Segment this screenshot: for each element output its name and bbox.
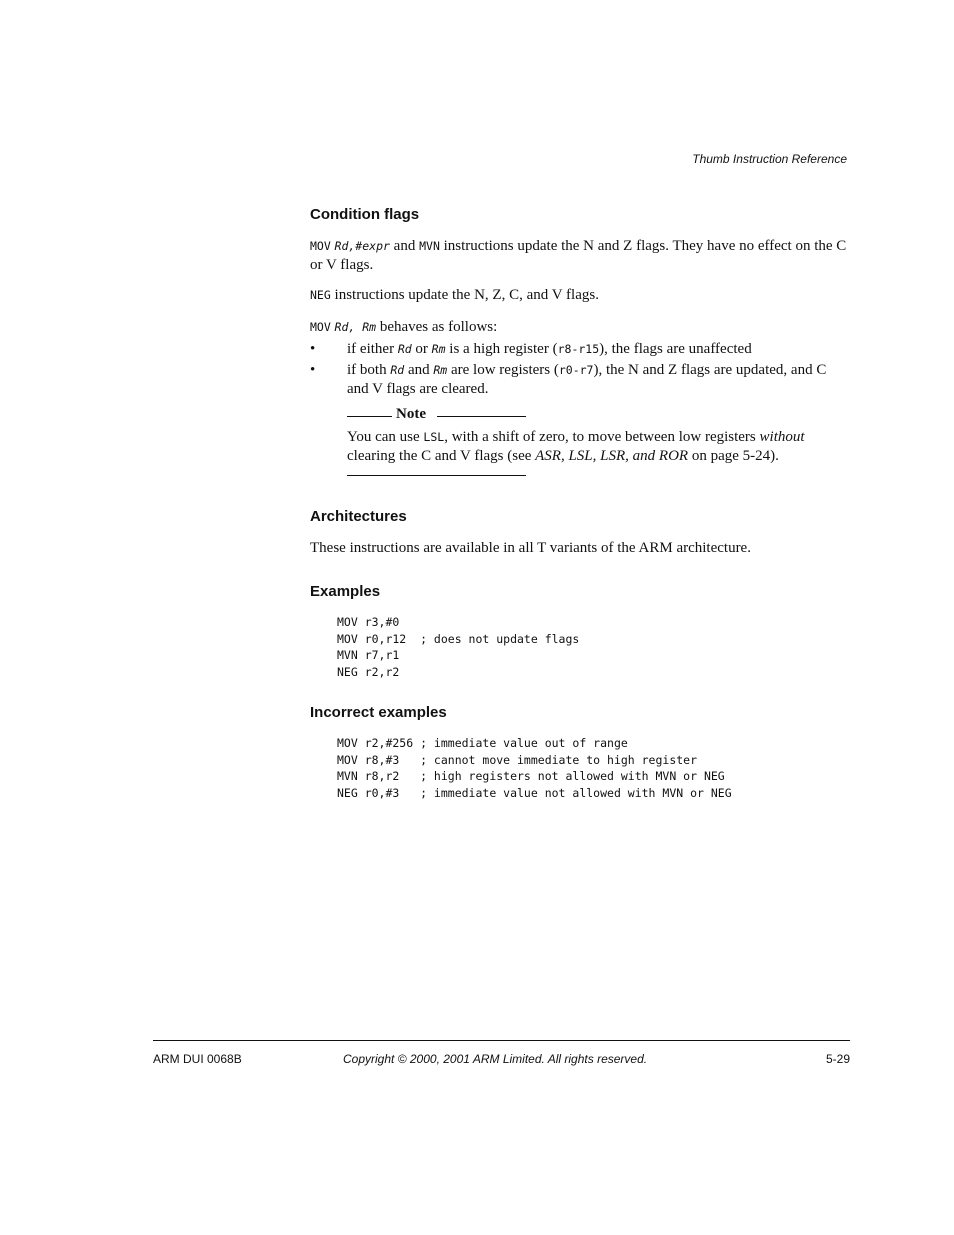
note-rule-bottom (347, 475, 526, 476)
code-rd-rm: Rd, Rm (334, 320, 377, 334)
text-fragment: , with a shift of zero, to move between low registers (444, 429, 760, 445)
text-p2-rest: instructions update the N, Z, C, and V flags. (330, 287, 599, 303)
code-rm: Rm (433, 363, 448, 377)
code-lsl: LSL (423, 430, 445, 444)
text-fragment: are low registers ( (447, 362, 559, 378)
code-register-range: r8-r15 (557, 342, 600, 356)
bullet-dot: • (310, 362, 316, 378)
architectures-text: These instructions are available in all T variants of the ARM architecture. (310, 540, 751, 556)
text-fragment: ), the N and Z flags are updated, and C and V flags are cleared. (347, 362, 827, 397)
text-p1-rest: instructions update the N and Z flags. They have no effect on the C or V flags. (310, 238, 847, 273)
code-rm: Rm (431, 342, 446, 356)
code-rd: Rd (390, 363, 405, 377)
text-and: and (389, 238, 420, 254)
condition-flags-heading: Condition flags (310, 206, 420, 223)
architectures-heading: Architectures (310, 508, 407, 525)
bullet-text (347, 361, 847, 399)
code-register-range: r0-r7 (558, 363, 594, 377)
text-fragment: if either (347, 341, 398, 357)
text-fragment: clearing the C and V flags (see (347, 448, 536, 464)
note-body (347, 428, 847, 466)
code-neg: NEG (310, 288, 331, 302)
cross-reference-link[interactable]: ASR, LSL, LSR, and ROR (535, 448, 689, 464)
note-label: Note (396, 406, 426, 422)
footer-copyright: Copyright © 2000, 2001 ARM Limited. All rights reserved. (343, 1052, 648, 1066)
footer-doc-id: ARM DUI 0068B (153, 1052, 242, 1066)
footer-rule (153, 1040, 850, 1041)
text-fragment: is a high register ( (445, 341, 558, 357)
text-fragment: on page 5-24). (688, 448, 779, 464)
condition-flags-paragraph-1 (310, 237, 850, 275)
emphasis-without: without (759, 429, 805, 445)
condition-flags-paragraph-3 (310, 318, 850, 337)
examples-code-block: MOV r3,#0 MOV r0,r12 ; does not update flags MVN r7,r1 NEG r2,r2 (337, 615, 580, 679)
note-rule-left (347, 416, 392, 417)
text-fragment: or (411, 341, 432, 357)
code-mov-2: MOV (310, 320, 331, 334)
code-rd-expr: Rd,#expr (334, 239, 390, 253)
code-mov: MOV (310, 239, 331, 253)
text-fragment: and (404, 362, 434, 378)
code-rd: Rd (397, 342, 412, 356)
incorrect-examples-code-block: MOV r2,#256 ; immediate value out of range MOV r8,#3 ; cannot move immediate to high register MVN r8,r2 ; high registers not allowed with MVN or NEG NEG r0,#3 ; immediate value not allowed with MVN or NEG (337, 736, 732, 800)
text-fragment: You can use (347, 429, 424, 445)
examples-heading: Examples (310, 583, 381, 600)
bullet-text (347, 340, 847, 359)
text-fragment: if both (347, 362, 391, 378)
note-rule-right (437, 416, 526, 417)
code-mvn: MVN (419, 239, 440, 253)
running-header: Thumb Instruction Reference (692, 152, 847, 166)
incorrect-examples-heading: Incorrect examples (310, 704, 447, 721)
condition-flags-paragraph-2 (310, 286, 850, 305)
text-fragment: ), the flags are unaffected (599, 341, 752, 357)
footer-page-number: 5-29 (825, 1052, 850, 1066)
bullet-dot: • (310, 341, 316, 357)
text-p3-rest: behaves as follows: (376, 319, 498, 335)
